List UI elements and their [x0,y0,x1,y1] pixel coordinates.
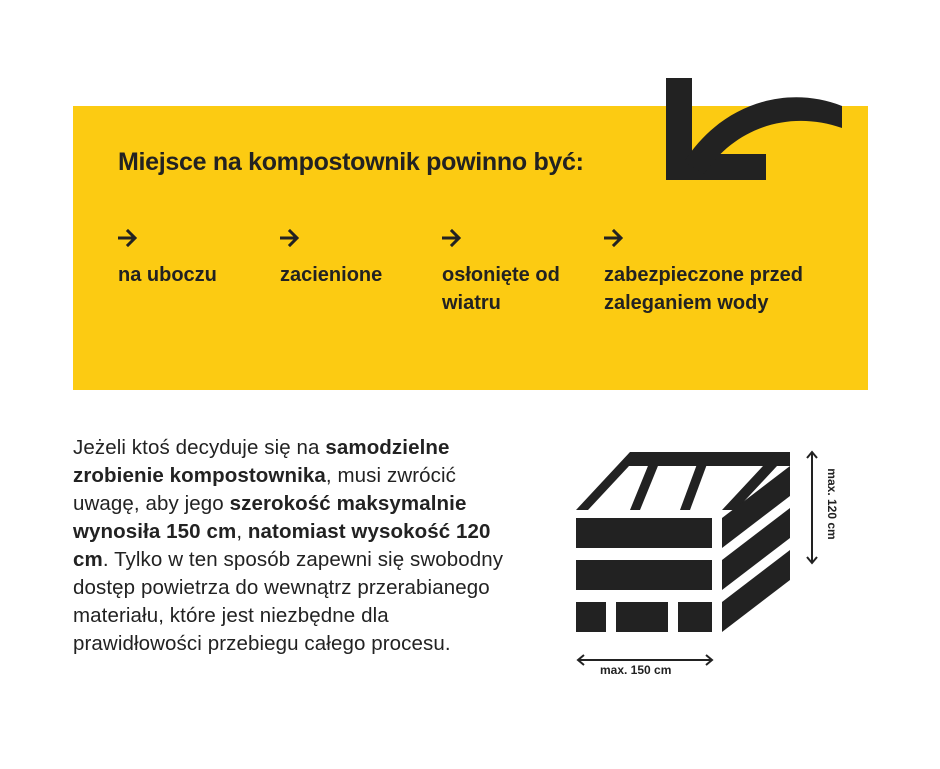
location-item-label: na uboczu [118,264,217,286]
location-item-label: zacienione [280,264,383,286]
arrow-right-icon [118,228,138,248]
body-text-bold: samodzielne zrobienie kompostownika [73,436,450,487]
compost-crate-illustration [565,440,845,685]
location-item-label: zabezpieczone przed zaleganiem wody [604,264,803,314]
banner-heading: Miejsce na kompostownik powinno być: [118,148,584,176]
body-paragraph [73,434,513,658]
body-text-part: , [236,520,248,543]
location-item-1 [118,228,258,290]
curved-arrow-icon [666,78,842,180]
location-item-4 [604,228,804,317]
location-item-2 [280,228,420,290]
body-text-part: . Tylko w ten sposób zapewni się swobodny dostęp powietrza do wewnątrz przerabianego materiału, które jest niezbędne dla prawidłowości przebiegu całego procesu. [73,548,504,655]
location-item-3 [442,228,562,317]
location-item-label: osłonięte od wiatru [442,264,560,314]
height-label: max. 120 cm [825,468,839,540]
arrow-right-icon [280,228,300,248]
width-label: max. 150 cm [600,663,672,677]
body-text-bold: szerokość maksymalnie wynosiła 150 cm [73,492,467,543]
body-text-part: , musi zwrócić uwagę, aby jego [73,464,457,515]
arrow-right-icon [604,228,624,248]
arrow-right-icon [442,228,462,248]
body-text-bold: natomiast wysokość 120 cm [73,520,491,571]
body-text-part: Jeżeli ktoś decyduje się na [73,436,326,459]
